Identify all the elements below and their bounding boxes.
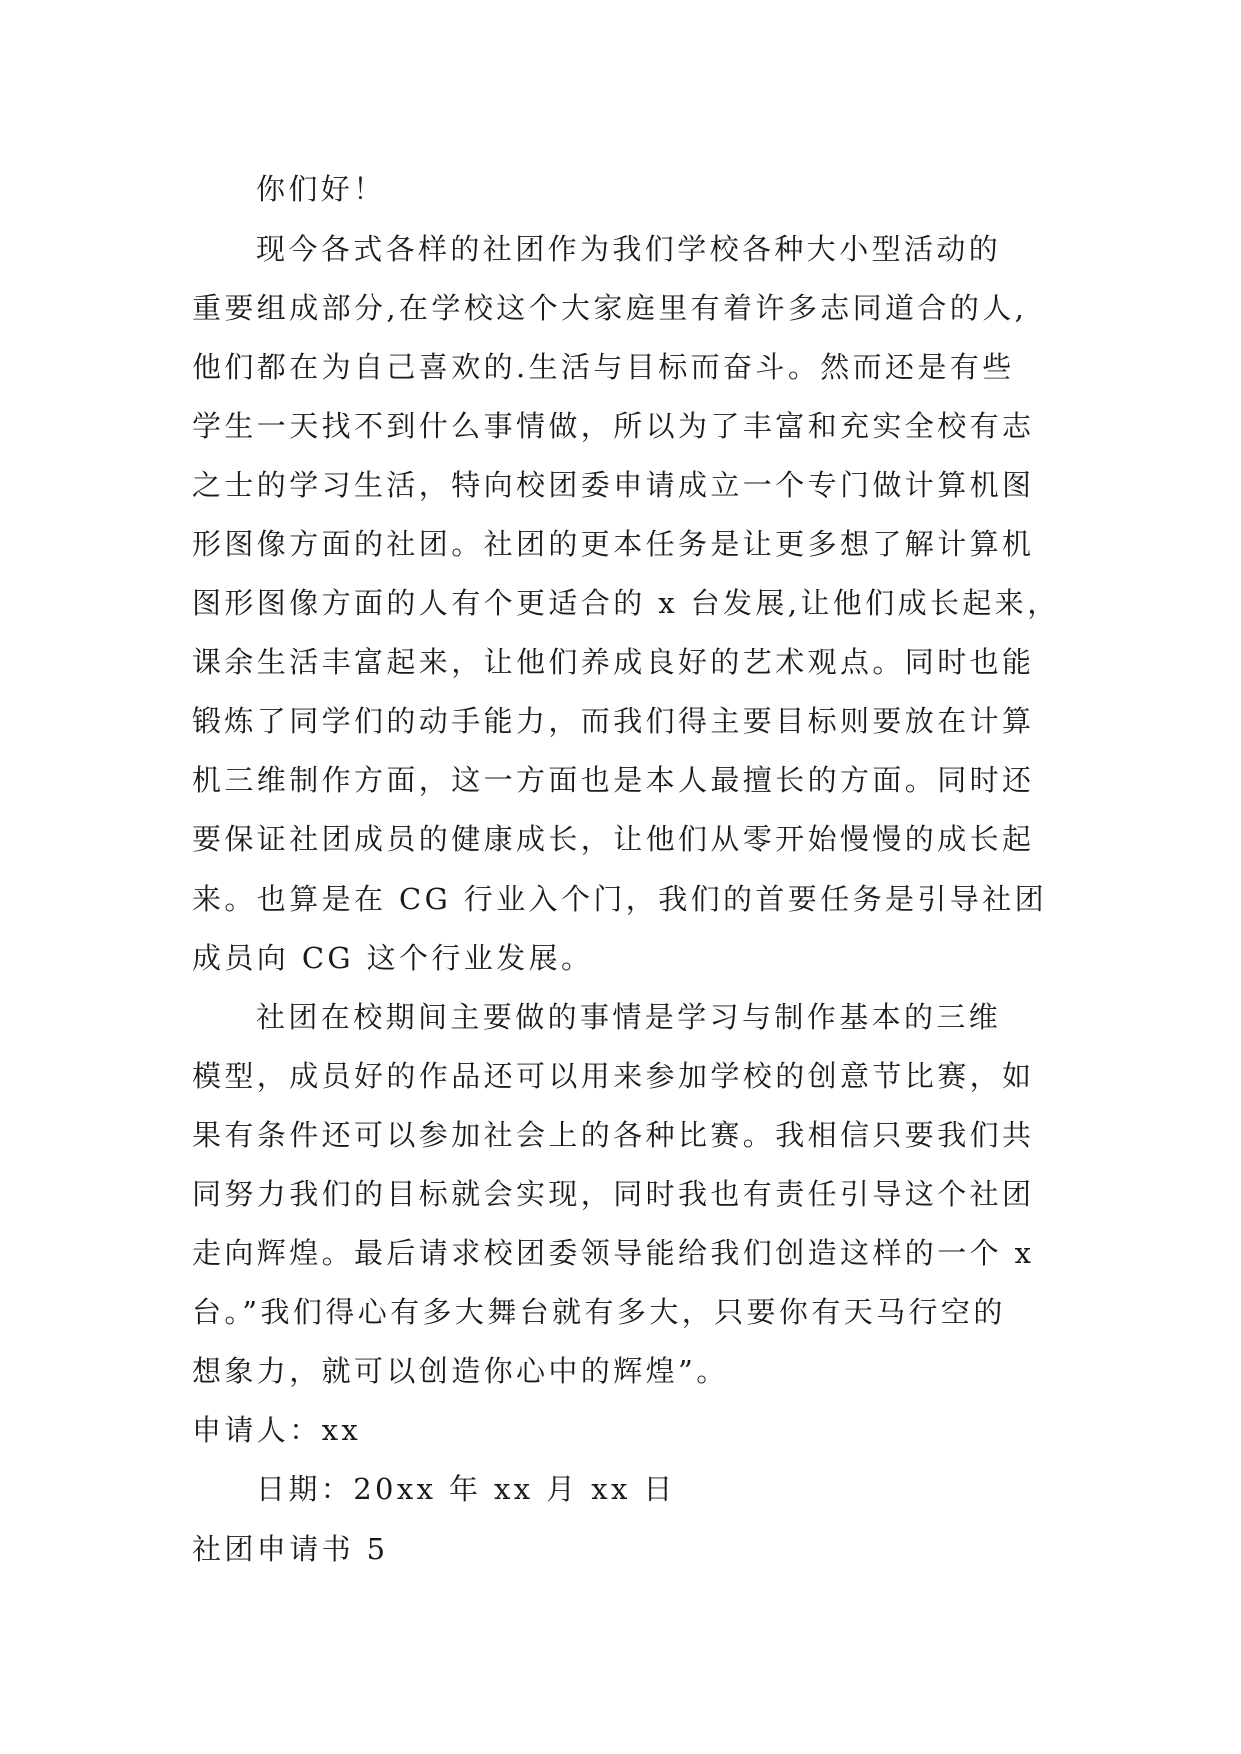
paragraph-2-line-6: 台。”我们得心有多大舞台就有多大，只要你有天马行空的 xyxy=(192,1295,1006,1329)
paragraph-1-line-10: 机三维制作方面，这一方面也是本人最擅长的方面。同时还 xyxy=(192,763,1035,797)
paragraph-1-line-5: 之士的学习生活，特向校团委申请成立一个专门做计算机图 xyxy=(192,468,1035,502)
paragraph-1-line-2: 重要组成部分,在学校这个大家庭里有着许多志同道合的人, xyxy=(192,291,1028,325)
paragraph-1-line-11: 要保证社团成员的健康成长，让他们从零开始慢慢的成长起 xyxy=(192,822,1035,856)
paragraph-1-line-9: 锻炼了同学们的动手能力，而我们得主要目标则要放在计算 xyxy=(192,704,1035,738)
applicant-line: 申请人：xx xyxy=(192,1413,362,1447)
paragraph-2-line-2: 模型，成员好的作品还可以用来参加学校的创意节比赛，如 xyxy=(192,1059,1035,1093)
paragraph-2-line-1: 社团在校期间主要做的事情是学习与制作基本的三维 xyxy=(256,1000,1002,1034)
next-section-title: 社团申请书 5 xyxy=(192,1532,389,1566)
paragraph-2-line-7: 想象力，就可以创造你心中的辉煌”。 xyxy=(192,1354,729,1388)
paragraph-1-line-13: 成员向 CG 这个行业发展。 xyxy=(192,941,594,975)
paragraph-1-line-4: 学生一天找不到什么事情做，所以为了丰富和充实全校有志 xyxy=(192,409,1035,443)
paragraph-1-line-1: 现今各式各样的社团作为我们学校各种大小型活动的 xyxy=(256,232,1002,266)
paragraph-1-line-6: 形图像方面的社团。社团的更本任务是让更多想了解计算机 xyxy=(192,527,1035,561)
paragraph-1-line-12: 来。也算是在 CG 行业入个门，我们的首要任务是引导社团 xyxy=(192,882,1047,916)
paragraph-1-line-8: 课余生活丰富起来，让他们养成良好的艺术观点。同时也能 xyxy=(192,645,1035,679)
date-line: 日期：20xx 年 xx 月 xx 日 xyxy=(256,1472,676,1506)
paragraph-2-line-4: 同努力我们的目标就会实现，同时我也有责任引导这个社团 xyxy=(192,1177,1035,1211)
paragraph-2-line-3: 果有条件还可以参加社会上的各种比赛。我相信只要我们共 xyxy=(192,1118,1035,1152)
greeting-line: 你们好！ xyxy=(256,172,386,206)
paragraph-1-line-7: 图形图像方面的人有个更适合的 x 台发展,让他们成长起来， xyxy=(192,586,1060,620)
paragraph-1-line-3: 他们都在为自己喜欢的.生活与目标而奋斗。然而还是有些 xyxy=(192,350,1015,384)
paragraph-2-line-5: 走向辉煌。最后请求校团委领导能给我们创造这样的一个 x xyxy=(192,1236,1035,1270)
